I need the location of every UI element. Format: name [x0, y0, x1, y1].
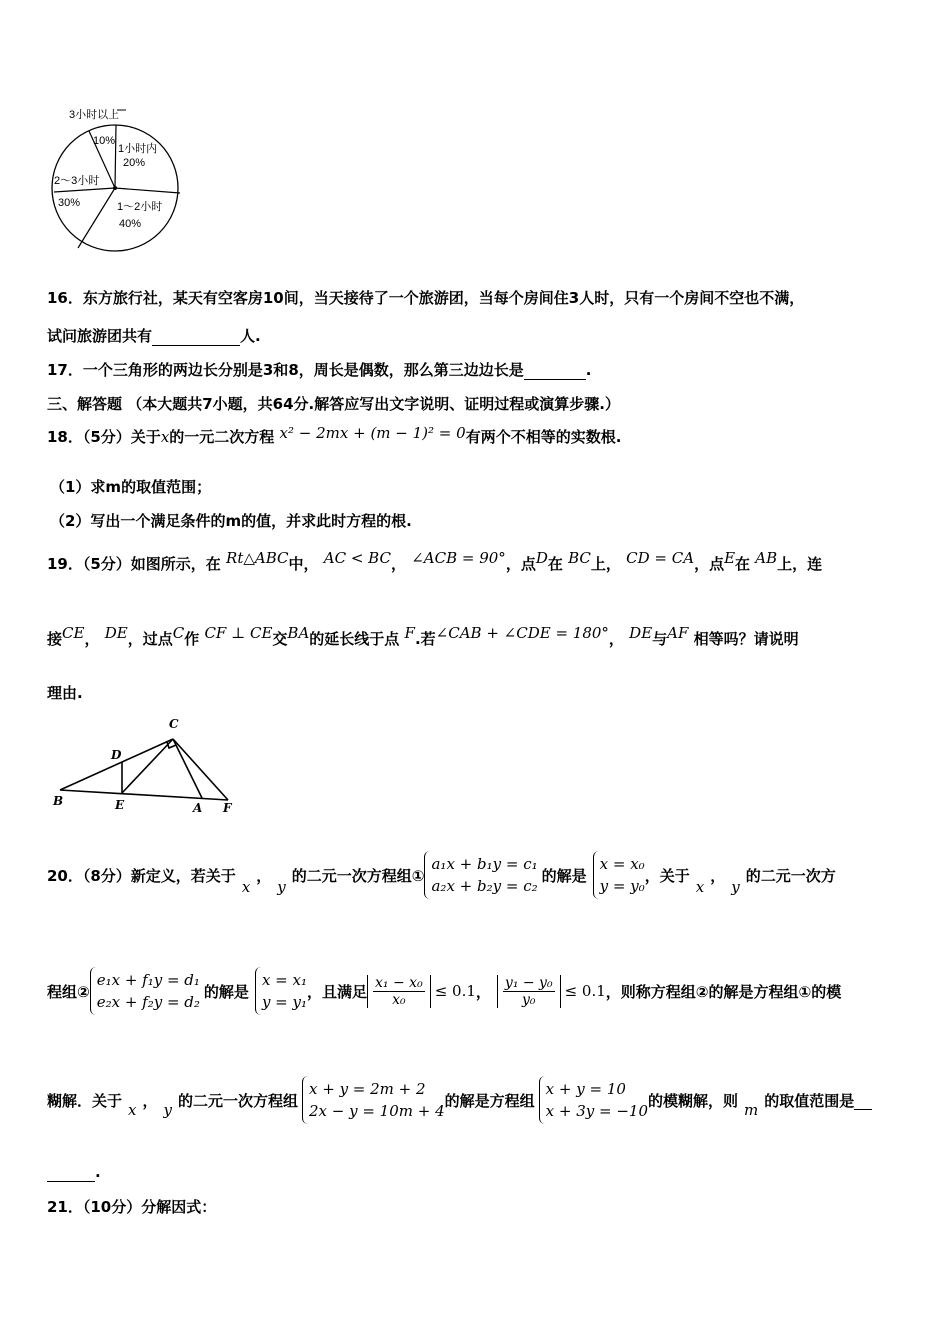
abs-frac-y: $\frac{\text{y₁ − y₀}}{\text{y₀}}$	[497, 975, 561, 1008]
pie-divider	[115, 188, 180, 193]
pie-label-3h: 3小时以上	[69, 109, 120, 121]
answer-blank	[152, 327, 240, 346]
q17: 17．一个三角形的两边长分别是3和8，周长是偶数，那么第三边边长是 .	[47, 361, 592, 379]
pie-pct-30: 30%	[58, 197, 81, 209]
q20-line1: 20．（8分）新定义，若关于 x ， y 的二元一次方程组① a₁x + b₁y = c₁ a₂x + b₂y = c₂ 的解是 x = x₀ y = y₀ ，关于 x ， y 的二元一次方	[47, 845, 836, 905]
pie-divider	[78, 188, 115, 248]
pie-pct-20: 20%	[123, 157, 146, 169]
q18-part1: （1）求m的取值范围；	[50, 478, 212, 496]
triangle-figure	[45, 712, 245, 822]
q19-line1: 19．（5分）如图所示，在 Rt△ABC中， AC < BC， ∠ACB = 90°，点D在 BC上， CD = CA，点E在 AB上，连	[47, 549, 823, 573]
answer-blank	[47, 1163, 95, 1182]
pie-pct-40: 40%	[119, 218, 142, 230]
pie-pct-10: 10%	[93, 135, 116, 147]
pie-divider	[115, 125, 116, 188]
label-B: B	[53, 794, 64, 808]
pie-label-12h: 1～2小时	[117, 201, 163, 213]
label-C: C	[169, 717, 179, 731]
q21: 21．（10分）分解因式：	[47, 1198, 217, 1216]
section-heading: 三、解答题 （本大题共7小题，共64分.解答应写出文字说明、证明过程或演算步骤.）	[47, 395, 620, 413]
label-F: F	[223, 801, 232, 815]
pie-divider	[54, 188, 115, 192]
q18-stem: 18．（5分）关于x的一元二次方程 x² − 2mx + (m − 1)² = 0有两个不相等的实数根.	[47, 424, 622, 446]
q16-text-end: 人.	[240, 327, 261, 345]
label-A: A	[193, 801, 203, 815]
equation-system-2: e₁x + f₁y = d₁ e₂x + f₂y = d₂	[90, 967, 200, 1015]
equation-system-1: a₁x + b₁y = c₁ a₂x + b₂y = c₂	[424, 851, 537, 899]
q16-line1: 16．东方旅行社，某天有空客房10间，当天接待了一个旅游团，当每个房间住3人时，只有一个房间不空也不满，	[47, 289, 805, 307]
answer-blank	[524, 361, 586, 380]
q20-line2: 程组② e₁x + f₁y = d₁ e₂x + f₂y = d₂ 的解是 x = x₁ y = y₁ ，且满足 $\frac{\text{x₁ − x₀}}{\text{x₀}}$ ≤ 0.1 ， $\frac{\text{y₁ − y₀}}{\text{y₀}}$ ≤ 0.1 ，则称方程组②的解是方程组①的模	[47, 958, 841, 1024]
label-D: D	[111, 748, 122, 762]
solution-2: x = x₁ y = y₁	[255, 967, 307, 1015]
pie-label-1h: 1小时内	[118, 143, 158, 155]
q19-line3: 理由.	[47, 684, 83, 702]
q20-line3: 糊解．关于 x ， y 的二元一次方程组 x + y = 2m + 2 2x − y = 10m + 4 的解是方程组 x + y = 10 x + 3y = −10 的模糊解，则 m 的取值范围是	[47, 1070, 872, 1130]
q20-line4: .	[47, 1163, 101, 1182]
q19-line2: 接CE， DE，过点C作 CF ⊥ CE交BA的延长线于点 F.若∠CAB + ∠CDE = 180°， DE与AF 相等吗？请说明	[47, 624, 799, 648]
equation-system-4: x + y = 10 x + 3y = −10	[539, 1076, 648, 1124]
q18-equation: x² − 2mx + (m − 1)² = 0	[279, 424, 466, 442]
abs-frac-x: $\frac{\text{x₁ − x₀}}{\text{x₀}}$	[367, 975, 431, 1008]
label-E: E	[115, 798, 125, 812]
q17-text: 17．一个三角形的两边长分别是3和8，周长是偶数，那么第三边边长是	[47, 361, 524, 379]
pie-chart	[45, 100, 195, 260]
solution-1: x = x₀ y = y₀	[593, 851, 645, 899]
pie-label-23h: 2～3小时	[54, 175, 100, 187]
q16-line2	[47, 325, 261, 346]
q16-text: 试问旅游团共有	[47, 327, 153, 345]
q18-part2: （2）写出一个满足条件的m的值，并求此时方程的根.	[50, 512, 412, 530]
equation-system-3: x + y = 2m + 2 2x − y = 10m + 4	[302, 1076, 445, 1124]
